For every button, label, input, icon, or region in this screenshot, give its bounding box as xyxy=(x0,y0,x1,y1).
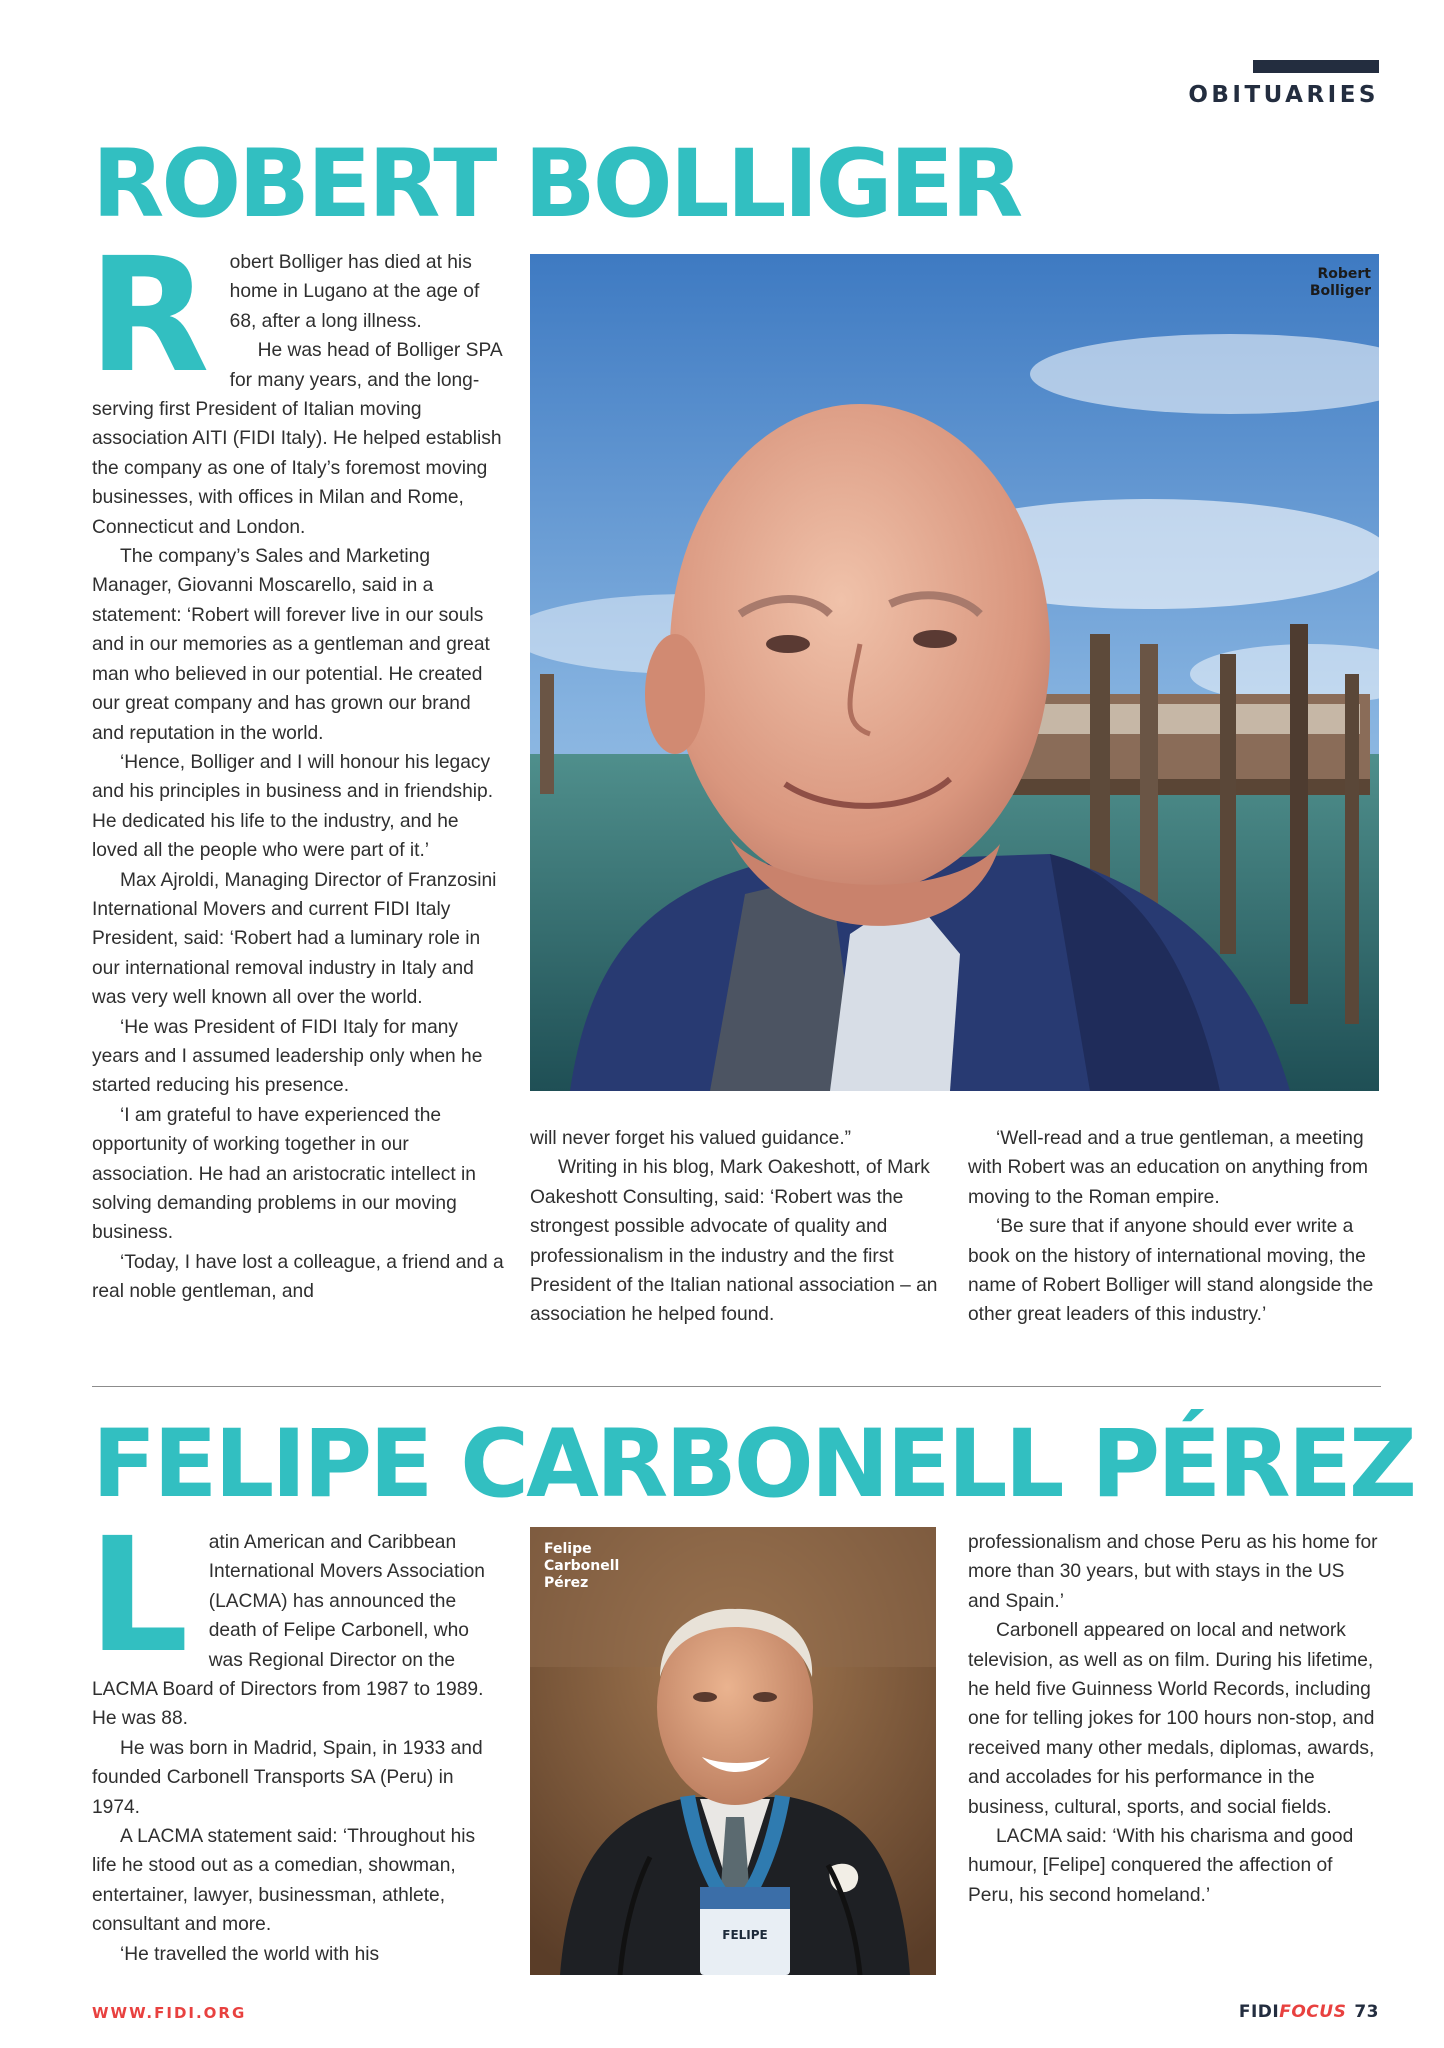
article-column xyxy=(968,1124,1380,1330)
paragraph: Writing in his blog, Mark Oakeshott, of Mark Oakeshott Consulting, said: ‘Robert was the strongest possible advocate of quality and professionalism in the industry and the first President of the Italian national association – an association he helped found. xyxy=(530,1157,938,1326)
magazine-brand xyxy=(1239,2002,1379,2022)
article-title: FELIPE CARBONELL PÉREZ xyxy=(92,1410,1415,1519)
drop-cap: R xyxy=(88,224,210,408)
paragraph: ‘I am grateful to have experienced the opportunity of working together in our association. He had an aristocratic intellect in solving demanding problems in our moving business. xyxy=(92,1104,476,1244)
article-title: ROBERT BOLLIGER xyxy=(92,130,1021,239)
photo-caption: Felipe Carbonell Pérez xyxy=(544,1541,620,1591)
paragraph: Carbonell appeared on local and network television, as well as on film. During his lifetime, he held five Guinness World Records, including one for telling jokes for 100 hours non-stop, and received many other medals, diplomas, awards, and accolades for his performance in the business, cultural, sports, and social fields. xyxy=(968,1620,1375,1818)
page-number: 73 xyxy=(1354,2002,1379,2022)
paragraph: The company’s Sales and Marketing Manager, Giovanni Moscarello, said in a statement: ‘Robert will forever live in our souls and in our memories as a gentleman and great man who believed in our potential. He created our great company and has grown our brand and reputation in the world. xyxy=(92,546,490,744)
photo-caption: Robert Bolliger xyxy=(1309,266,1371,299)
article-column xyxy=(968,1528,1380,1910)
portrait-photo xyxy=(530,1527,936,1975)
article-divider xyxy=(92,1386,1381,1387)
paragraph: ‘Well-read and a true gentleman, a meeting with Robert was an education on anything from moving to the Roman empire. xyxy=(968,1128,1368,1208)
article-column xyxy=(88,1504,504,1969)
article-column xyxy=(88,224,504,1307)
paragraph: ‘Today, I have lost a colleague, a friend and a real noble gentleman, and xyxy=(92,1251,504,1303)
paragraph: professionalism and chose Peru as his home for more than 30 years, but with stays in the US and Spain.’ xyxy=(968,1532,1378,1612)
paragraph: He was head of Bolliger SPA for many years, and the long-serving first President of Italian moving association AITI (FIDI Italy). He helped establish the company as one of Italy’s foremost moving businesses, with offices in Milan and Rome, Connecticut and London. xyxy=(92,340,502,538)
paragraph: atin American and Caribbean International Movers Association (LACMA) has announced the death of Felipe Carbonell, who was Regional Director on the LACMA Board of Directors from 1987 to 1989. He was 88. xyxy=(92,1532,485,1730)
drop-cap: L xyxy=(88,1504,189,1688)
paragraph: obert Bolliger has died at his home in Lugano at the age of 68, after a long illness. xyxy=(229,252,480,332)
paragraph: ‘Be sure that if anyone should ever write a book on the history of international moving, the name of Robert Bolliger will stand alongside the other great leaders of this industry.’ xyxy=(968,1216,1374,1326)
paragraph: LACMA said: ‘With his charisma and good humour, [Felipe] conquered the affection of Peru, his second homeland.’ xyxy=(968,1826,1354,1906)
paragraph: ‘He travelled the world with his xyxy=(120,1943,380,1965)
paragraph: He was born in Madrid, Spain, in 1933 and founded Carbonell Transports SA (Peru) in 1974. xyxy=(92,1737,483,1818)
section-label: OBITUARIES xyxy=(1188,82,1379,108)
badge-name: FELIPE xyxy=(722,1928,768,1942)
brand-focus: FOCUS xyxy=(1279,2002,1347,2022)
brand-fidi: FIDI xyxy=(1238,2002,1280,2022)
paragraph: A LACMA statement said: ‘Throughout his life he stood out as a comedian, showman, entertainer, lawyer, businessman, athlete, consultant and more. xyxy=(92,1826,476,1936)
website-link[interactable]: WWW.FIDI.ORG xyxy=(92,2004,247,2022)
paragraph: ‘Hence, Bolliger and I will honour his legacy and his principles in business and in friendship. He dedicated his life to the industry, and he loved all the people who were part of it.’ xyxy=(92,751,494,862)
portrait-photo-image xyxy=(530,254,1379,1091)
article-column xyxy=(530,1124,942,1330)
portrait-photo-image xyxy=(530,1527,936,1975)
paragraph: will never forget his valued guidance.” xyxy=(530,1128,852,1149)
portrait-photo xyxy=(530,254,1379,1091)
section-bar xyxy=(1253,60,1379,73)
paragraph: ‘He was President of FIDI Italy for many years and I assumed leadership only when he started reducing his presence. xyxy=(92,1016,483,1097)
paragraph: Max Ajroldi, Managing Director of Franzosini International Movers and current FIDI Italy President, said: ‘Robert had a luminary role in our international removal industry in Italy and was very well known all over the world. xyxy=(92,869,497,1009)
